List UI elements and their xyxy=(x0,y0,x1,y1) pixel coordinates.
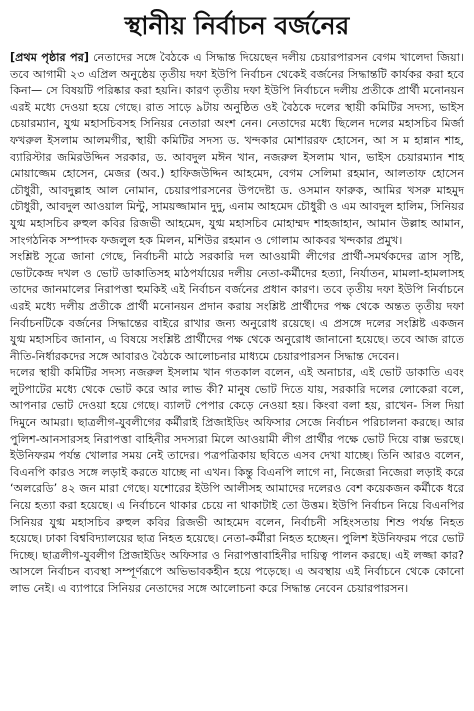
article-paragraph-1 xyxy=(10,50,464,249)
article-paragraph-2: সংশ্লিষ্ট সূত্রে জানা গেছে, নির্বাচনী মাঠে সরকারি দল আওয়ামী লীগের প্রার্থী-সমর্থকদের ত্রাস সৃষ্টি, ভোটকেন্দ্র দখল ও ভোট ডাকাতিসহ মাঠপর্যায়ের দলীয় নেতা-কর্মীদের হত্যা, নির্যাতন, মামলা-হামলাসহ তাদের জানমালের নিরাপত্তা হুমকিই এই নির্বাচন বর্জনের প্রধান কারণ। তবে তৃতীয় দফা ইউপি নির্বাচনে এরই মধ্যে দলীয় প্রতীকে প্রার্থী মনোনয়ন প্রদান করায় সংশ্লিষ্ট প্রার্থীদের পক্ষ থেকে অন্তত তৃতীয় দফা নির্বাচনটিকে বর্জনের সিদ্ধান্তের বাইরে রাখার জন্য অনুরোধ রয়েছে। এ প্রসঙ্গে দলের সংশ্লিষ্ট একজন যুগ্ম মহাসচিব জানান, এ বিষয়ে সংশ্লিষ্ট প্রার্থীদের পক্ষ থেকে অনুরোধ জানানো হয়েছে। তবে আজ রাতে নীতি-নির্ধারকদের সঙ্গে আবারও বৈঠকে আলোচনার মাধ্যমে চেয়ারপারসন সিদ্ধান্ত দেবেন। xyxy=(10,250,464,363)
article-paragraph-3: দলের স্থায়ী কমিটির সদস্য নজরুল ইসলাম খান গতকাল বলেন, এই অনাচার, এই ভোট ডাকাতি এবং লুটপাটের মধ্যে থেকে ভোট করে আর লাভ কী? মানুষ ভোট দিতে যায়, সরকারি দলের লোকেরা বলে, আপনার ভোট দেওয়া হয়ে গেছে। ব্যালট পেপার কেড়ে নেওয়া হয়। কিংবা বলা হয়, রাখেন- সিল দিয়া দিমুনে আমরা। ছাত্রলীগ-যুবলীগের কর্মীরাই প্রিজাইডিং অফিসার সেজে নির্বাচন পরিচালনা করছে। আর পুলিশ-আনসারসহ নিরাপত্তা বাহিনীর সদস্যরা মিলে আওয়ামী লীগ প্রার্থীর পক্ষে ভোট দিয়ে বাক্স ভরছে। ইউনিফরম পর্যন্ত খোলার সময় নেই তাদের। পত্রপত্রিকায় ছবিতে এসব দেখা যাচ্ছে। তিনি আরও বলেন, বিএনপি কারও সঙ্গে লড়াই করতে যাচ্ছে না এখন। কিন্তু বিএনপি লাগে না, নিজেরা নিজেরা লড়াই করে ‘অলরেডি’ ৪২ জন মারা গেছে। যশোরের ইউপি আলীসহ আমাদের দলেরও বেশ কয়েকজন কর্মীকে ধরে নিয়ে হত্যা করা হয়েছে। এ নির্বাচনে থাকার চেয়ে না থাকাটাই তো উত্তম। ইউপি নির্বাচন নিয়ে বিএনপির সিনিয়র যুগ্ম মহাসচিব রুহুল কবির রিজভী আহমেদ বলেন, নির্বাচনী সহিংসতায় শিশু পর্যন্ত নিহত হয়েছে। ঢাকা বিশ্ববিদ্যালয়ের ছাত্র নিহত হয়েছে। নেতা-কর্মীরা নিহত হচ্ছেন। পুলিশ ইউনিফরম পরে ভোট দিচ্ছে। ছাত্রলীগ-যুবলীগ প্রিজাইডিং অফিসার ও নিরাপত্তাবাহিনীর দায়িত্ব পালন করছে। এই লজ্জা কার? আসলে নির্বাচন ব্যবস্থা সম্পূর্ণরূপে অভিভাবকহীন হয়ে পড়েছে। এ অবস্থায় এই নির্বাচনে থেকে কোনো লাভ নেই। এ ব্যাপারে সিনিয়র নেতাদের সঙ্গে আলোচনা করে সিদ্ধান্ত নেবেন চেয়ারপারসন। xyxy=(10,366,464,595)
continuation-kicker: [প্রথম পৃষ্ঠার পর] xyxy=(10,51,89,64)
article-body xyxy=(10,50,464,598)
article-headline: স্থানীয় নির্বাচন বর্জনের xyxy=(124,11,350,40)
paragraph-text: নেতাদের সঙ্গে বৈঠকে এ সিদ্ধান্ত দিয়েছেন দলীয় চেয়ারপারসন বেগম খালেদা জিয়া। তবে আগামী ২৩ এপ্রিল অনুষ্ঠেয় তৃতীয় দফা ইউপি নির্বাচন থেকেই বর্জনের সিদ্ধান্তটি কার্যকর করা হবে কিনা— সে বিষয়টি পরিষ্কার করা হয়নি। কারণ তৃতীয় দফা ইউপি নির্বাচনে দলীয় প্রতীকে প্রার্থী মনোনয়ন এরই মধ্যে দেওয়া হয়ে গেছে। রাত সাড়ে ৯টায় অনুষ্ঠিত ওই বৈঠকে দলের স্থায়ী কমিটির সদস্য, ভাইস চেয়ারম্যান, যুগ্ম মহাসচিবসহ সিনিয়র নেতারা অংশ নেন। নেতাদের মধ্যে ছিলেন দলের মহাসচিব মির্জা ফখরুল ইসলাম আলমগীর, স্থায়ী কমিটির সদস্য ড. খন্দকার মোশাররফ হোসেন, আ স ম হান্নান শাহ, ব্যারিস্টার জমিরউদ্দিন সরকার, ড. আবদুল মঈন খান, নজরুল ইসলাম খান, ভাইস চেয়ারম্যান শাহ মোয়াজ্জেম হোসেন, মেজর (অব.) হাফিজউদ্দিন আহমেদ, বেগম সেলিমা রহমান, আলতাফ হোসেন চৌধুরী, আবদুল্লাহ আল নোমান, চেয়ারপারসনের উপদেষ্টা ড. ওসমান ফারুক, আমির খসরু মাহমুদ চৌধুরী, আবদুল আওয়াল মিন্টু, সাময়জ্জামান দুদু, এনাম আহমেদ চৌধুরী ও এম আবদুল হালিম, সিনিয়র যুগ্ম মহাসচিব রুহুল কবির রিজভী আহমেদ, যুগ্ম মহাসচিব মোহাম্মদ শাহজাহান, আমান উল্লাহ আমান, সাংগঠনিক সম্পাদক ফজলুল হক মিলন, মশিউর রহমান ও গোলাম আকবর খন্দকার প্রমুখ। xyxy=(10,51,464,247)
